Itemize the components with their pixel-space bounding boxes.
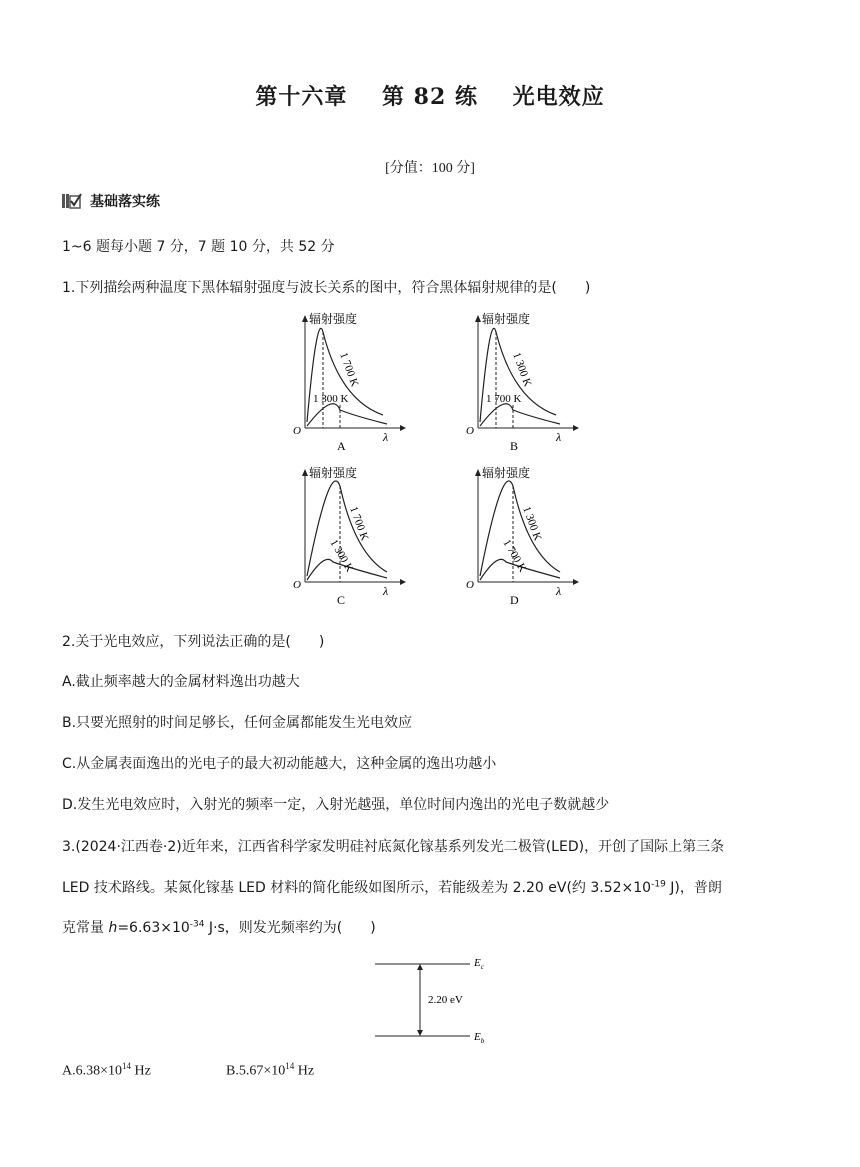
option-b-label: B <box>510 439 519 453</box>
origin-label: O <box>293 425 301 437</box>
y-axis-label: 辐射强度 <box>482 466 531 480</box>
option-c-label: C <box>337 593 346 607</box>
origin-label: O <box>466 579 474 591</box>
x-axis-label: λ <box>556 430 562 444</box>
score-label: [分值：100 分] <box>385 161 475 176</box>
energy-level-diagram <box>370 950 510 1050</box>
origin-label: O <box>466 425 474 437</box>
low-curve-label: 1 300 K <box>313 393 349 405</box>
low-curve-label: 1 300 K <box>327 537 356 575</box>
question-3-line-1: 3.(2024·江西卷·2)近年来，江西省科学家发明硅衬底氮化镓基系列发光二极管(LED)，开创了国际上第三条 <box>62 839 725 855</box>
question-2-option-b: B.只要光照射的时间足够长，任何金属都能发生光电效应 <box>62 715 413 731</box>
question-2-stem: 2.关于光电效应，下列说法正确的是( ) <box>62 634 325 650</box>
question-3-line-3: 克常量 $h=6.63\times 10^{-34}$ J·s，则发光频率约为( ) <box>62 919 376 936</box>
y-axis-label: 辐射强度 <box>309 312 358 326</box>
question-2-option-a: A.截止频率越大的金属材料逸出功越大 <box>62 674 300 690</box>
y-axis-label: 辐射强度 <box>309 466 358 480</box>
option-d-label: D <box>510 593 519 607</box>
question-3-option-a: $A.6.38\times 10^{14}$ Hz <box>62 1061 151 1079</box>
low-curve-label: 1 700 K <box>486 393 522 405</box>
question-2-option-c: C.从金属表面逸出的光电子的最大初动能越大，这种金属的逸出功越小 <box>62 756 497 772</box>
graph-a <box>285 310 465 460</box>
checklist-icon <box>62 193 82 209</box>
graph-d <box>458 464 638 614</box>
graph-b <box>458 310 638 460</box>
low-curve-label: 1 700 K <box>500 537 529 575</box>
x-axis-label: λ <box>383 584 389 598</box>
x-axis-label: λ <box>383 430 389 444</box>
score-instructions: 1~6 题每小题 7 分，7 题 10 分，共 52 分 <box>62 239 335 255</box>
origin-label: O <box>293 579 301 591</box>
high-curve-label: 1 700 K <box>347 504 371 543</box>
option-a-label: A <box>337 439 346 453</box>
lower-level-label: $E_b$ <box>474 1031 485 1045</box>
question-3-option-b: $B.5.67\times 10^{14}$ Hz <box>226 1061 315 1079</box>
upper-level-label: $E_c$ <box>474 957 484 971</box>
high-curve-label: 1 700 K <box>337 350 361 389</box>
question-1-stem: 1.下列描绘两种温度下黑体辐射强度与波长关系的图中，符合黑体辐射规律的是( ) <box>62 280 591 296</box>
question-3-line-2: LED 技术路线。某氮化镓基 LED 材料的简化能级如图所示，若能级差为 2.20 eV(约 $3.52\times 10^{-19}$ J)，普朗 <box>62 879 722 896</box>
high-curve-label: 1 300 K <box>510 350 534 389</box>
y-axis-label: 辐射强度 <box>482 312 531 326</box>
energy-gap-label: 2.20 eV <box>428 994 463 1006</box>
question-2-option-d: D.发生光电效应时，入射光的频率一定，入射光越强，单位时间内逸出的光电子数就越少 <box>62 797 610 813</box>
high-curve-label: 1 300 K <box>520 504 544 543</box>
graph-c <box>285 464 465 614</box>
page-title: 第十六章 第 82 练 光电效应 <box>255 84 605 110</box>
x-axis-label: λ <box>556 584 562 598</box>
section-label: 基础落实练 <box>90 194 160 210</box>
